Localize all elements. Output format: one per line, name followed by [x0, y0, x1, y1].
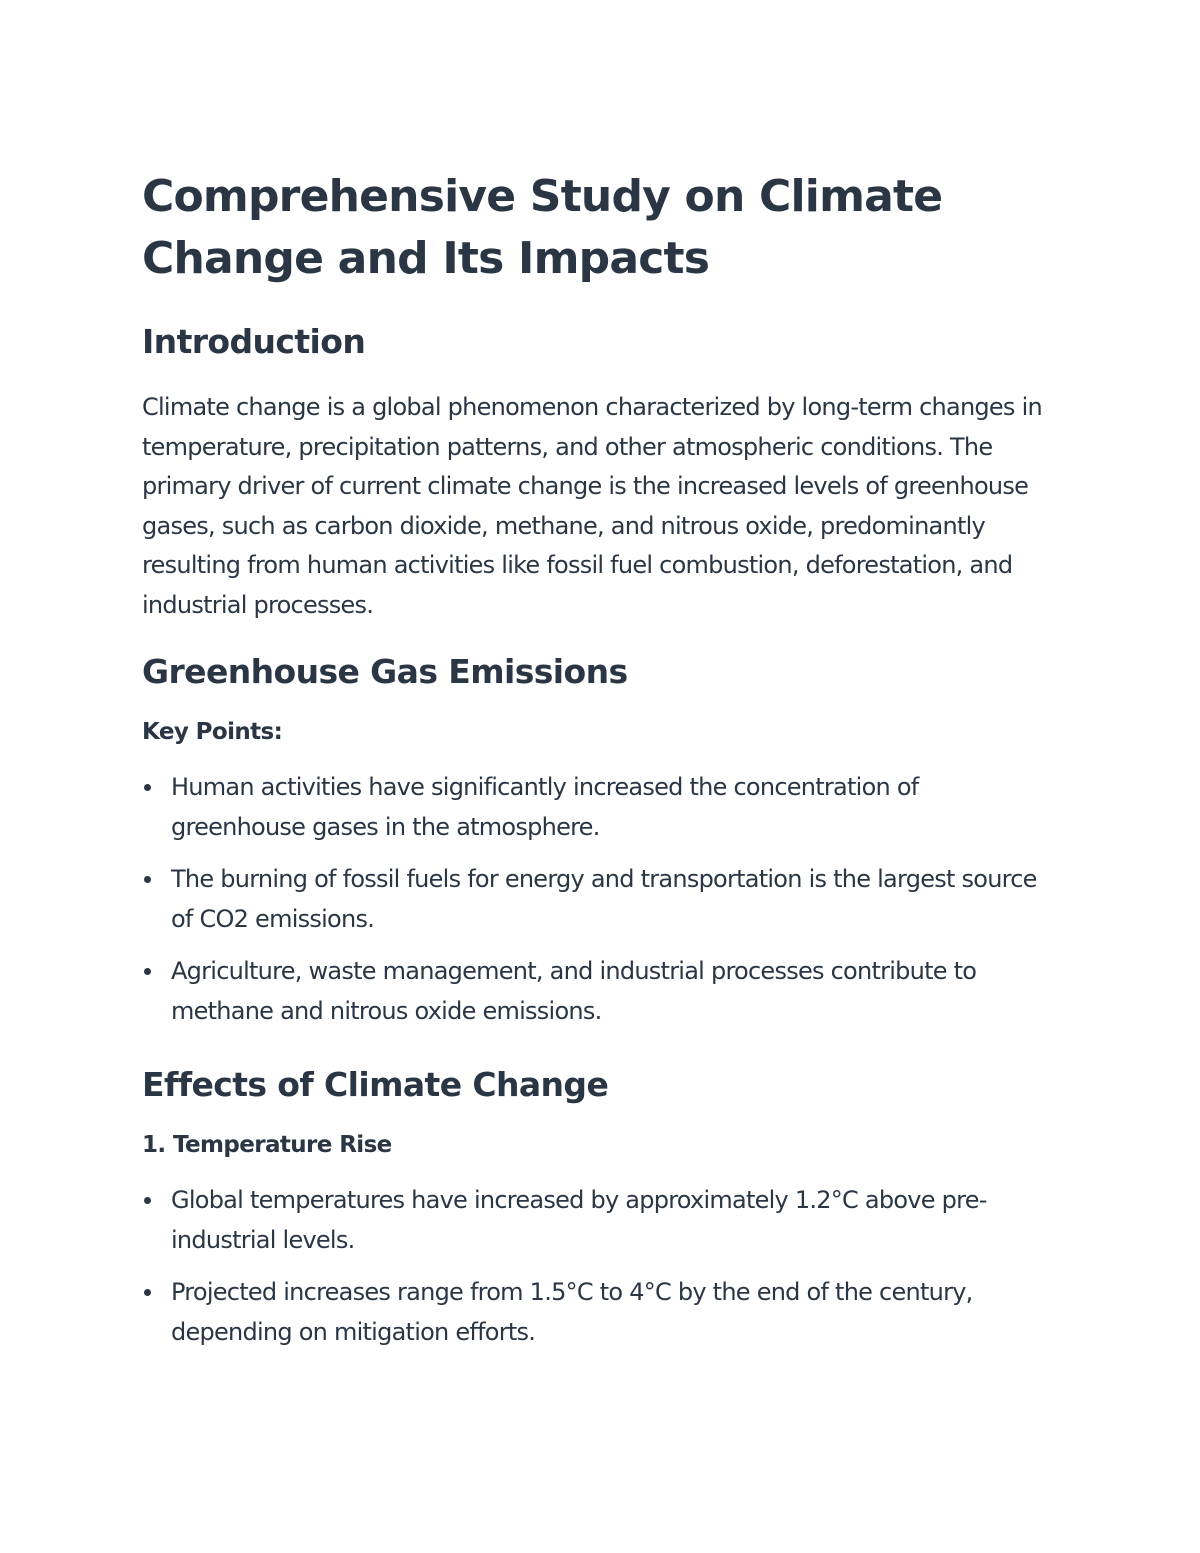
list-item [142, 767, 1057, 847]
list-item [142, 859, 1057, 939]
temperature-rise-list [142, 1180, 1057, 1352]
bullet-icon [144, 876, 151, 883]
bullet-icon [144, 1289, 151, 1296]
bullet-icon [144, 968, 151, 975]
list-item [142, 1180, 1057, 1260]
list-item-text: Human activities have significantly increased the concentration of greenhouse gases in the atmosphere. [171, 773, 919, 841]
list-item-text: Global temperatures have increased by approximately 1.2°C above pre-industrial levels. [171, 1186, 987, 1254]
document-title: Comprehensive Study on Climate Change and Its Impacts [142, 171, 943, 284]
bullet-icon [144, 1197, 151, 1204]
key-points-list [142, 767, 1057, 1031]
list-item-text: Projected increases range from 1.5°C to 4°C by the end of the century, depending on mitigation efforts. [171, 1278, 973, 1346]
greenhouse-heading: Greenhouse Gas Emissions [142, 652, 628, 691]
list-item-text: Agriculture, waste management, and industrial processes contribute to methane and nitrous oxide emissions. [171, 957, 977, 1025]
key-points-subheading: Key Points: [142, 719, 283, 745]
temperature-rise-subheading: 1. Temperature Rise [142, 1132, 392, 1158]
introduction-heading: Introduction [142, 322, 366, 361]
introduction-paragraph: Climate change is a global phenomenon characterized by long-term changes in temperature, precipitation patterns, and other atmospheric conditions. The primary driver of current climate change is the increased levels of greenhouse gases, such as carbon dioxide, methane, and nitrous oxide, predominantly resulting from human activities like fossil fuel combustion, deforestation, and industrial processes. [142, 393, 1042, 619]
document-content [142, 166, 1057, 1364]
effects-heading: Effects of Climate Change [142, 1065, 609, 1104]
list-item [142, 1272, 1057, 1352]
list-item [142, 951, 1057, 1031]
list-item-text: The burning of fossil fuels for energy and transportation is the largest source of CO2 emissions. [171, 865, 1037, 933]
bullet-icon [144, 784, 151, 791]
